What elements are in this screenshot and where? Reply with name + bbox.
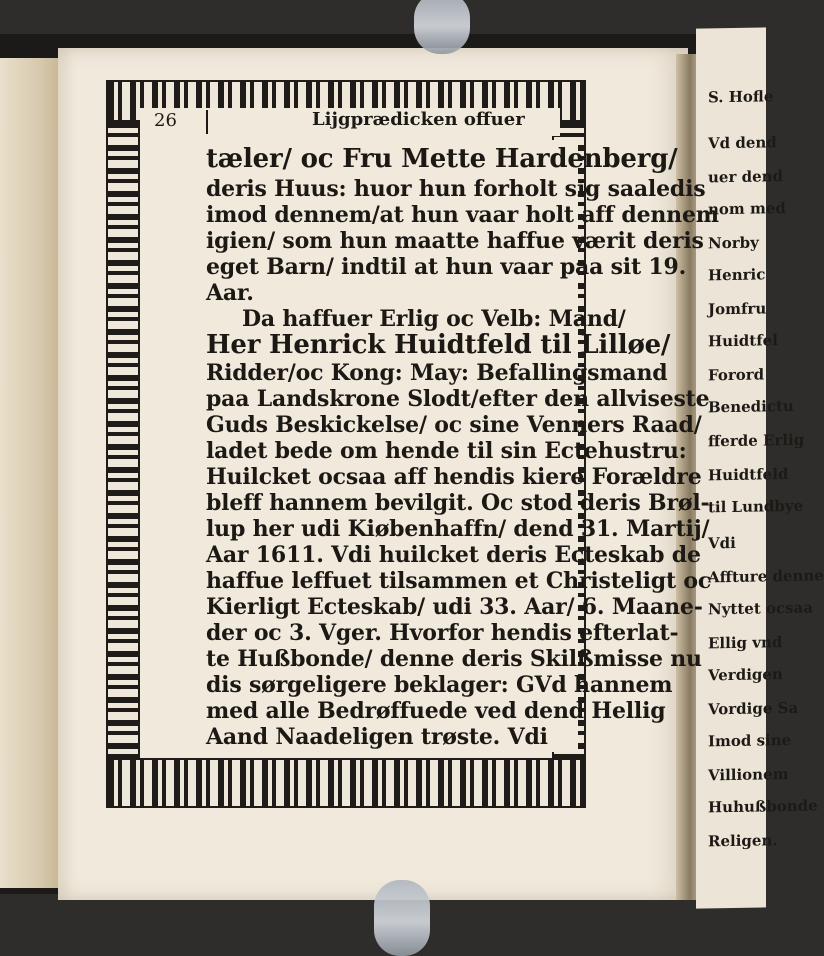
text-line: imod dennem/at hun vaar holt aff dennem	[206, 202, 719, 228]
ornamental-border-bottom	[106, 758, 586, 808]
book-clip-bottom	[374, 880, 430, 956]
right-page-line: uer dend	[708, 167, 783, 187]
text-line: paa Landskrone Slodt/efter den allviseste	[206, 386, 710, 412]
right-page-fragment	[696, 27, 824, 908]
right-page-line: Verdigen	[708, 665, 783, 685]
text-line: med alle Bedrøffuede ved dend Hellig	[206, 698, 666, 724]
text-line: Aar 1611. Vdi huilcket deris Ecteskab de	[206, 542, 701, 568]
book-clip-top	[414, 0, 470, 54]
right-page-line: nom med	[708, 199, 786, 219]
right-page-line: Ellig vnd	[708, 633, 783, 653]
page-number: 26	[154, 110, 177, 131]
right-page-line: Nyttet ocsaa	[708, 598, 813, 619]
right-page-line: Vordige Sa	[708, 698, 799, 719]
text-line: der oc 3. Vger. Hvorfor hendis efterlat-	[206, 620, 679, 646]
running-head: Lijgprædicken offuer	[312, 109, 525, 130]
text-line: Aar.	[206, 280, 254, 306]
text-line: deris Huus: huor hun forholt sig saaledis	[206, 176, 706, 202]
right-page-line: Henric	[708, 265, 766, 285]
right-page-line: Norby	[708, 233, 759, 253]
right-page-line: Imod sine	[708, 730, 792, 751]
right-page-line: til Lundbye	[708, 496, 804, 517]
right-page-line: Villionem	[708, 764, 789, 785]
right-page-line: Huidtfeld	[708, 464, 789, 485]
text-line: ladet bede om hende til sin Ectehustru:	[206, 438, 687, 464]
right-page-line: Huhußbonde	[708, 796, 818, 817]
text-line: tæler/ oc Fru Mette Hardenberg/	[206, 144, 678, 174]
right-page-line: Religen.	[708, 831, 778, 851]
right-page-line: Huidtfel	[708, 331, 778, 351]
text-line: igien/ som hun maatte haffue værit deris	[206, 228, 704, 254]
text-line: Her Henrick Huidtfeld til Lilløe/	[206, 330, 671, 360]
right-page-line: Vdi	[708, 533, 736, 553]
text-line: Aand Naadeligen trøste. Vdi	[206, 724, 548, 750]
right-page-line: Vd dend	[708, 133, 777, 153]
text-line: eget Barn/ indtil at hun vaar paa sit 19.	[206, 254, 687, 280]
text-line: bleff hannem bevilgit. Oc stod deris Brøl-	[206, 490, 710, 516]
page-stack-edge	[0, 58, 58, 888]
right-page-line: Benedictu	[708, 396, 794, 417]
text-line: Huilcket ocsaa aff hendis kiere Forældre	[206, 464, 702, 490]
text-line: lup her udi Kiøbenhaffn/ dend 31. Martij/	[206, 516, 710, 542]
ornamental-border-left	[106, 120, 140, 764]
text-line: Kierligt Ecteskab/ udi 33. Aar/ 6. Maane-	[206, 594, 703, 620]
header-divider	[206, 110, 208, 134]
text-line: haffue leffuet tilsammen et Christeligt oc	[206, 568, 712, 594]
right-page-line: Forord	[708, 365, 765, 385]
text-line: Ridder/oc Kong: May: Befallingsmand	[206, 360, 668, 386]
right-page-line: S. Hofle	[708, 87, 774, 107]
text-line: Da haffuer Erlig oc Velb: Mand/	[242, 306, 626, 332]
page-header	[140, 108, 560, 136]
text-line: dis sørgeligere beklager: GVd hannem	[206, 672, 673, 698]
body-text	[190, 140, 719, 752]
right-page-line: Jomfru	[708, 299, 767, 319]
right-page-line: fferde Erlig	[708, 430, 805, 451]
text-line: te Hußbonde/ denne deris Skilßmisse nu	[206, 646, 702, 672]
text-line: Guds Beskickelse/ oc sine Venners Raad/	[206, 412, 702, 438]
right-page-line: Affture denne	[708, 566, 824, 587]
